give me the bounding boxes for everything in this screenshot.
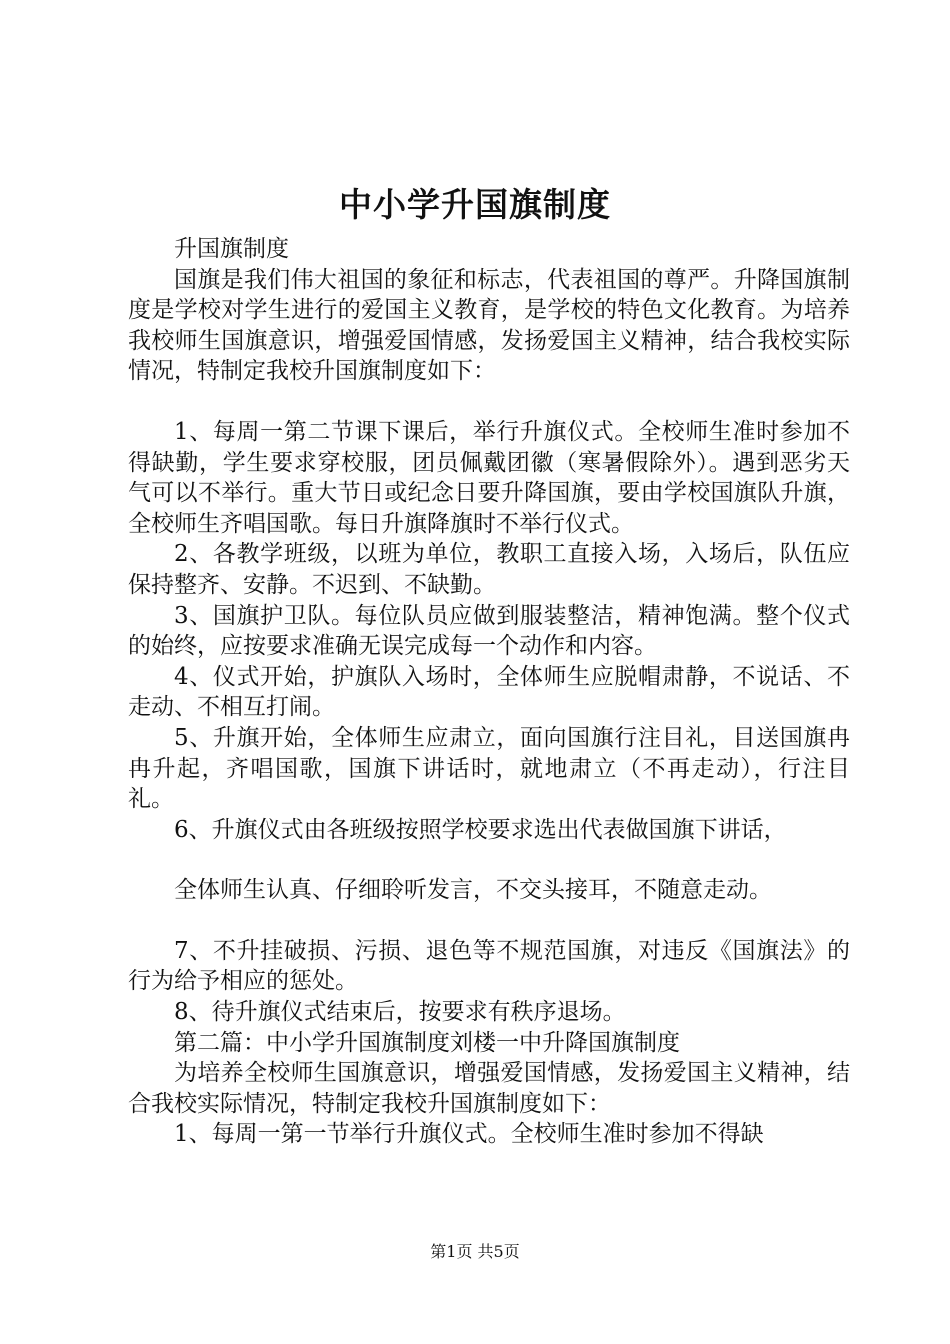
document-body [128, 234, 850, 1150]
document-title: 中小学升国旗制度 [339, 185, 611, 224]
second-intro-paragraph: 为培养全校师生国旗意识，增强爱国情感，发扬爱国主义精神，结合我校实际情况，特制定我校升国旗制度如下： [128, 1060, 850, 1117]
rule-paragraph-5: 5、升旗开始，全体师生应肃立，面向国旗行注目礼，目送国旗冉冉升起，齐唱国歌，国旗下讲话时，就地肃立（不再走动），行注目礼。 [128, 724, 850, 813]
intro-paragraph: 国旗是我们伟大祖国的象征和标志，代表祖国的尊严。升降国旗制度是学校对学生进行的爱国主义教育，是学校的特色文化教育。为培养我校师生国旗意识，增强爱国情感，发扬爱国主义精神，结合我校实际情况，特制定我校升国旗制度如下： [128, 266, 850, 385]
rule-paragraph-6-continued: 全体师生认真、仔细聆听发言，不交头接耳，不随意走动。 [174, 877, 772, 904]
page-footer: 第1页 共5页 [430, 1242, 520, 1261]
rule-paragraph-6: 6、升旗仪式由各班级按照学校要求选出代表做国旗下讲话， [174, 816, 787, 843]
rule-paragraph-1: 1、每周一第二节课下课后，举行升旗仪式。全校师生准时参加不得缺勤，学生要求穿校服，团员佩戴团徽（寒暑假除外）。遇到恶劣天气可以不举行。重大节日或纪念日要升降国旗，要由学校国旗队升旗，全校师生齐唱国歌。每日升旗降旗时不举行仪式。 [128, 418, 850, 537]
section-heading: 升国旗制度 [174, 236, 289, 262]
rule-paragraph-3: 3、国旗护卫队。每位队员应做到服装整洁，精神饱满。整个仪式的始终，应按要求准确无误完成每一个动作和内容。 [128, 602, 850, 660]
rule-paragraph-4: 4、仪式开始，护旗队入场时，全体师生应脱帽肃静，不说话、不走动、不相互打闹。 [128, 663, 850, 721]
rule-paragraph-2: 2、各教学班级，以班为单位，教职工直接入场，入场后，队伍应保持整齐、安静。不迟到、不缺勤。 [128, 541, 850, 598]
second-rule-paragraph-1: 1、每周一第一节举行升旗仪式。全校师生准时参加不得缺 [174, 1121, 764, 1148]
rule-paragraph-7: 7、不升挂破损、污损、退色等不规范国旗，对违反《国旗法》的行为给予相应的惩处。 [128, 937, 850, 995]
rule-paragraph-8: 8、待升旗仪式结束后，按要求有秩序退场。 [174, 999, 626, 1026]
second-section-heading: 第二篇：中小学升国旗制度刘楼一中升降国旗制度 [174, 1029, 680, 1056]
